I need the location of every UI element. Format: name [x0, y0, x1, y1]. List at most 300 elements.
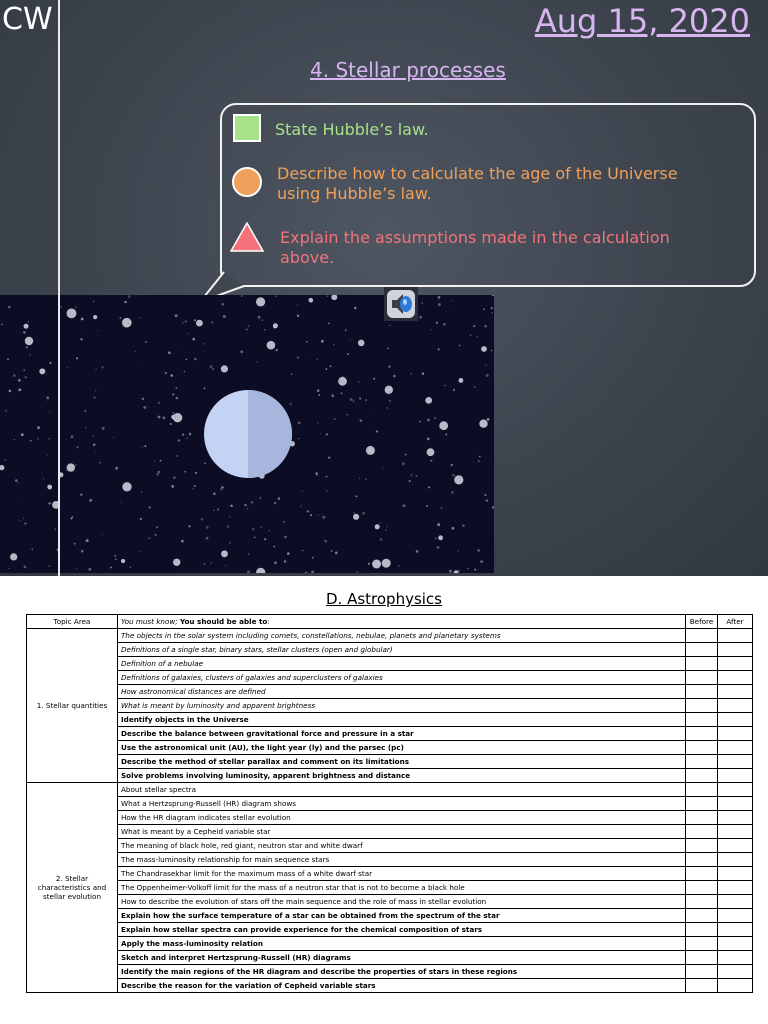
before-checkbox-cell[interactable]: [686, 755, 718, 769]
before-checkbox-cell[interactable]: [686, 783, 718, 797]
star: [9, 390, 12, 393]
after-checkbox-cell[interactable]: [718, 713, 753, 727]
star: [148, 506, 150, 508]
star: [449, 570, 452, 573]
star: [434, 417, 436, 419]
objective-cell: How to describe the evolution of stars off the main sequence and the role of mass in stellar evolution: [118, 895, 686, 909]
before-checkbox-cell[interactable]: [686, 811, 718, 825]
star: [88, 568, 91, 571]
before-checkbox-cell[interactable]: [686, 797, 718, 811]
col-objective-header: [118, 615, 686, 629]
before-checkbox-cell[interactable]: [686, 685, 718, 699]
star: [441, 507, 443, 509]
star: [173, 476, 176, 479]
star: [240, 350, 243, 353]
star: [39, 368, 45, 374]
star: [66, 367, 67, 368]
star: [66, 439, 67, 440]
star: [317, 389, 320, 392]
star: [409, 480, 411, 482]
star: [18, 482, 19, 483]
star: [80, 494, 82, 496]
objective-cell: Definitions of a single star, binary stars, stellar clusters (open and globular): [118, 643, 686, 657]
star: [195, 472, 197, 474]
star: [135, 351, 136, 352]
after-checkbox-cell[interactable]: [718, 685, 753, 699]
objective-cell: What a Hertzsprung-Russell (HR) diagram shows: [118, 797, 686, 811]
star: [425, 397, 432, 404]
star: [19, 520, 20, 521]
star: [358, 381, 359, 382]
star: [335, 552, 338, 555]
star: [373, 378, 375, 380]
star: [467, 568, 469, 570]
star: [186, 438, 188, 440]
star: [229, 516, 230, 517]
star: [264, 538, 266, 540]
after-checkbox-cell[interactable]: [718, 783, 753, 797]
after-checkbox-cell[interactable]: [718, 923, 753, 937]
star: [485, 365, 486, 366]
after-checkbox-cell[interactable]: [718, 839, 753, 853]
star: [74, 543, 76, 545]
star: [416, 475, 418, 477]
star: [113, 437, 114, 438]
star: [376, 430, 378, 432]
star: [175, 314, 178, 317]
before-checkbox-cell[interactable]: [686, 825, 718, 839]
table-row: [27, 853, 753, 867]
after-checkbox-cell[interactable]: [718, 657, 753, 671]
after-checkbox-cell[interactable]: [718, 769, 753, 783]
star: [41, 472, 42, 473]
star: [189, 433, 192, 436]
star: [145, 341, 147, 343]
star: [95, 369, 97, 371]
star: [114, 555, 116, 557]
star: [451, 491, 454, 494]
star: [47, 401, 48, 402]
objective-cell: Definitions of galaxies, clusters of galaxies and superclusters of galaxies: [118, 671, 686, 685]
star: [75, 464, 76, 465]
star: [452, 301, 453, 302]
star: [86, 539, 89, 542]
table-row: [27, 699, 753, 713]
objective-cell: Use the astronomical unit (AU), the light year (ly) and the parsec (pc): [118, 741, 686, 755]
star: [115, 467, 118, 470]
star: [98, 330, 99, 331]
star: [229, 542, 231, 544]
star: [31, 548, 33, 550]
star: [217, 508, 219, 510]
after-checkbox-cell[interactable]: [718, 867, 753, 881]
star: [141, 491, 143, 493]
star: [411, 474, 412, 475]
star: [470, 334, 472, 336]
star: [334, 418, 335, 419]
star: [310, 514, 312, 516]
star: [7, 358, 9, 360]
star: [331, 550, 333, 552]
before-checkbox-cell[interactable]: [686, 867, 718, 881]
star: [359, 398, 361, 400]
star: [393, 375, 396, 378]
star: [67, 309, 77, 319]
star: [473, 325, 475, 327]
star: [297, 357, 299, 359]
star: [284, 536, 287, 539]
after-checkbox-cell[interactable]: [718, 909, 753, 923]
before-checkbox-cell[interactable]: [686, 965, 718, 979]
star: [93, 315, 97, 319]
after-checkbox-cell[interactable]: [718, 727, 753, 741]
star: [321, 340, 324, 343]
before-checkbox-cell[interactable]: [686, 853, 718, 867]
square-icon: [233, 114, 261, 142]
star: [358, 340, 365, 347]
before-checkbox-cell[interactable]: [686, 937, 718, 951]
star: [221, 365, 228, 372]
star: [273, 323, 278, 328]
before-checkbox-cell[interactable]: [686, 895, 718, 909]
star: [486, 374, 489, 377]
before-checkbox-cell[interactable]: [686, 741, 718, 755]
star: [350, 398, 353, 401]
after-checkbox-cell[interactable]: [718, 951, 753, 965]
star: [93, 301, 95, 303]
star: [328, 323, 330, 325]
star: [254, 537, 256, 539]
before-checkbox-cell[interactable]: [686, 671, 718, 685]
star: [47, 455, 48, 456]
star: [402, 462, 405, 465]
star: [247, 570, 250, 573]
star: [66, 470, 67, 471]
before-checkbox-cell[interactable]: [686, 643, 718, 657]
star: [403, 504, 406, 507]
objective-cell: Explain how the surface temperature of a star can be obtained from the spectrum of the star: [118, 909, 686, 923]
table-row: [27, 755, 753, 769]
table-row: [27, 965, 753, 979]
objective-cell: The Oppenheimer-Volkoff limit for the mass of a neutron star that is not to become a black hole: [118, 881, 686, 895]
star: [119, 317, 121, 319]
after-checkbox-cell[interactable]: [718, 811, 753, 825]
star: [194, 358, 196, 360]
star: [479, 420, 487, 428]
star: [385, 386, 393, 394]
before-checkbox-cell[interactable]: [686, 629, 718, 643]
planet-icon[interactable]: [203, 389, 293, 479]
star: [49, 362, 51, 364]
star: [142, 447, 143, 448]
spec-title: D. Astrophysics: [325, 590, 442, 608]
star: [320, 433, 321, 434]
objective-cell: How the HR diagram indicates stellar evolution: [118, 811, 686, 825]
table-row: [27, 713, 753, 727]
star: [322, 516, 325, 519]
star: [297, 304, 298, 305]
star: [328, 457, 330, 459]
star: [61, 306, 62, 307]
star: [333, 344, 334, 345]
star: [117, 397, 118, 398]
star: [492, 295, 494, 296]
star: [474, 386, 476, 388]
star: [297, 315, 299, 317]
star: [160, 460, 162, 462]
topic-area-cell: 1. Stellar quantities: [27, 629, 118, 783]
star: [318, 515, 319, 516]
star: [427, 419, 430, 422]
star: [85, 427, 87, 429]
star: [256, 361, 257, 362]
objective-cell: Identify objects in the Universe: [118, 713, 686, 727]
after-checkbox-cell[interactable]: [718, 979, 753, 993]
before-checkbox-cell[interactable]: [686, 839, 718, 853]
star: [143, 406, 146, 409]
before-checkbox-cell[interactable]: [686, 951, 718, 965]
star: [341, 392, 343, 394]
star: [435, 538, 436, 539]
star: [385, 529, 387, 531]
star: [155, 534, 157, 536]
star: [210, 365, 213, 368]
star: [158, 416, 161, 419]
star: [49, 411, 50, 412]
star: [23, 369, 25, 371]
star: [427, 438, 430, 441]
star: [173, 559, 180, 566]
table-row: [27, 811, 753, 825]
before-checkbox-cell[interactable]: [686, 713, 718, 727]
lesson-date: Aug 15, 2020: [534, 2, 750, 40]
star: [176, 455, 177, 456]
star: [481, 346, 487, 352]
star: [28, 321, 30, 323]
circle-icon: [232, 167, 262, 197]
after-checkbox-cell[interactable]: [718, 895, 753, 909]
star: [212, 368, 214, 370]
star: [345, 329, 347, 331]
star: [174, 416, 177, 419]
star: [212, 322, 214, 324]
star: [315, 472, 317, 474]
before-checkbox-cell[interactable]: [686, 769, 718, 783]
star: [156, 526, 158, 528]
star: [84, 410, 86, 412]
before-checkbox-cell[interactable]: [686, 909, 718, 923]
before-checkbox-cell[interactable]: [686, 881, 718, 895]
star: [276, 349, 278, 351]
star: [269, 530, 270, 531]
objective-cell: Describe the reason for the variation of Cepheid variable stars: [118, 979, 686, 993]
star: [386, 526, 387, 527]
star: [25, 376, 27, 378]
star: [206, 537, 209, 540]
star: [302, 550, 303, 551]
star: [330, 365, 332, 367]
before-checkbox-cell[interactable]: [686, 923, 718, 937]
objective-cell: The Chandrasekhar limit for the maximum mass of a white dwarf star: [118, 867, 686, 881]
star: [274, 502, 277, 505]
objective-cell: Describe the method of stellar parallax and comment on its limitations: [118, 755, 686, 769]
star: [223, 315, 226, 318]
star: [230, 505, 233, 508]
star: [128, 295, 131, 298]
star: [451, 464, 453, 466]
star: [24, 324, 29, 329]
star: [139, 317, 140, 318]
star: [48, 438, 50, 440]
star: [24, 566, 27, 569]
after-checkbox-cell[interactable]: [718, 741, 753, 755]
before-checkbox-cell[interactable]: [686, 727, 718, 741]
star: [220, 489, 222, 491]
after-checkbox-cell[interactable]: [718, 755, 753, 769]
able-label: You should be able to: [179, 617, 268, 626]
table-row: [27, 937, 753, 951]
after-checkbox-cell[interactable]: [718, 699, 753, 713]
star: [258, 316, 261, 319]
star: [480, 560, 483, 563]
after-checkbox-cell[interactable]: [718, 937, 753, 951]
star: [326, 476, 328, 478]
star: [443, 323, 446, 326]
star: [154, 461, 155, 462]
objective-cell: About stellar spectra: [118, 783, 686, 797]
star: [182, 322, 183, 323]
star: [275, 295, 277, 297]
lesson-title[interactable]: 4. Stellar processes: [310, 58, 506, 82]
star: [5, 459, 6, 460]
speaker-icon[interactable]: [384, 287, 418, 321]
before-checkbox-cell[interactable]: [686, 657, 718, 671]
star: [23, 518, 24, 519]
star: [375, 524, 380, 529]
star: [283, 521, 284, 522]
star: [405, 454, 407, 456]
star: [317, 359, 318, 360]
star: [221, 303, 224, 306]
star: [386, 407, 387, 408]
star: [148, 407, 149, 408]
star: [21, 390, 22, 391]
star: [246, 329, 248, 331]
star: [81, 551, 83, 553]
star: [324, 540, 327, 543]
star: [298, 422, 301, 425]
star: [287, 552, 290, 555]
table-row: [27, 657, 753, 671]
table-row: [27, 685, 753, 699]
after-checkbox-cell[interactable]: [718, 629, 753, 643]
star: [248, 325, 250, 327]
after-checkbox-cell[interactable]: [718, 881, 753, 895]
star: [124, 301, 126, 303]
star: [484, 494, 486, 496]
star: [298, 438, 299, 439]
star: [380, 522, 381, 523]
star: [170, 374, 173, 377]
table-row: [27, 951, 753, 965]
before-checkbox-cell[interactable]: [686, 979, 718, 993]
star: [430, 460, 432, 462]
after-checkbox-cell[interactable]: [718, 671, 753, 685]
star: [302, 491, 303, 492]
star: [76, 446, 78, 448]
star: [354, 512, 355, 513]
star: [204, 352, 205, 353]
star: [264, 329, 266, 331]
objective-cell: The objects in the solar system including comets, constellations, nebulae, planets and planetary systems: [118, 629, 686, 643]
star: [462, 525, 464, 527]
star: [389, 400, 391, 402]
star: [18, 379, 21, 382]
objective-cell: Identify the main regions of the HR diagram and describe the properties of stars in these regions: [118, 965, 686, 979]
star: [154, 535, 155, 536]
star: [357, 571, 359, 573]
star: [102, 427, 105, 430]
objective-2: Describe how to calculate the age of the Universe using Hubble’s law.: [277, 164, 678, 203]
star: [204, 343, 206, 345]
star: [248, 553, 250, 555]
col-before-header: Before: [686, 615, 718, 629]
star: [192, 488, 194, 490]
star: [158, 471, 160, 473]
star: [326, 490, 327, 491]
after-checkbox-cell[interactable]: [718, 643, 753, 657]
star: [89, 500, 91, 502]
after-checkbox-cell[interactable]: [718, 853, 753, 867]
star: [267, 341, 276, 350]
star: [427, 448, 435, 456]
star: [178, 351, 179, 352]
star: [81, 318, 84, 321]
star: [291, 374, 292, 375]
star: [140, 518, 142, 520]
star: [360, 419, 363, 422]
star: [227, 525, 230, 528]
star: [178, 439, 180, 441]
star: [140, 551, 141, 552]
star: [47, 485, 52, 490]
star: [354, 307, 357, 310]
star: [347, 414, 348, 415]
star: [80, 338, 82, 340]
star: [185, 320, 187, 322]
before-checkbox-cell[interactable]: [686, 699, 718, 713]
after-checkbox-cell[interactable]: [718, 965, 753, 979]
after-checkbox-cell[interactable]: [718, 825, 753, 839]
after-checkbox-cell[interactable]: [718, 797, 753, 811]
star: [439, 421, 448, 430]
star: [476, 336, 477, 337]
star: [221, 300, 222, 301]
star: [491, 307, 493, 309]
star: [101, 534, 102, 535]
star: [10, 553, 17, 560]
table-row: [27, 783, 753, 797]
star: [477, 549, 480, 552]
star: [389, 325, 391, 327]
star: [300, 506, 301, 507]
star: [368, 563, 370, 565]
star: [158, 402, 160, 404]
star: [194, 485, 196, 487]
star: [172, 393, 174, 395]
star: [418, 498, 419, 499]
star: [70, 517, 72, 519]
